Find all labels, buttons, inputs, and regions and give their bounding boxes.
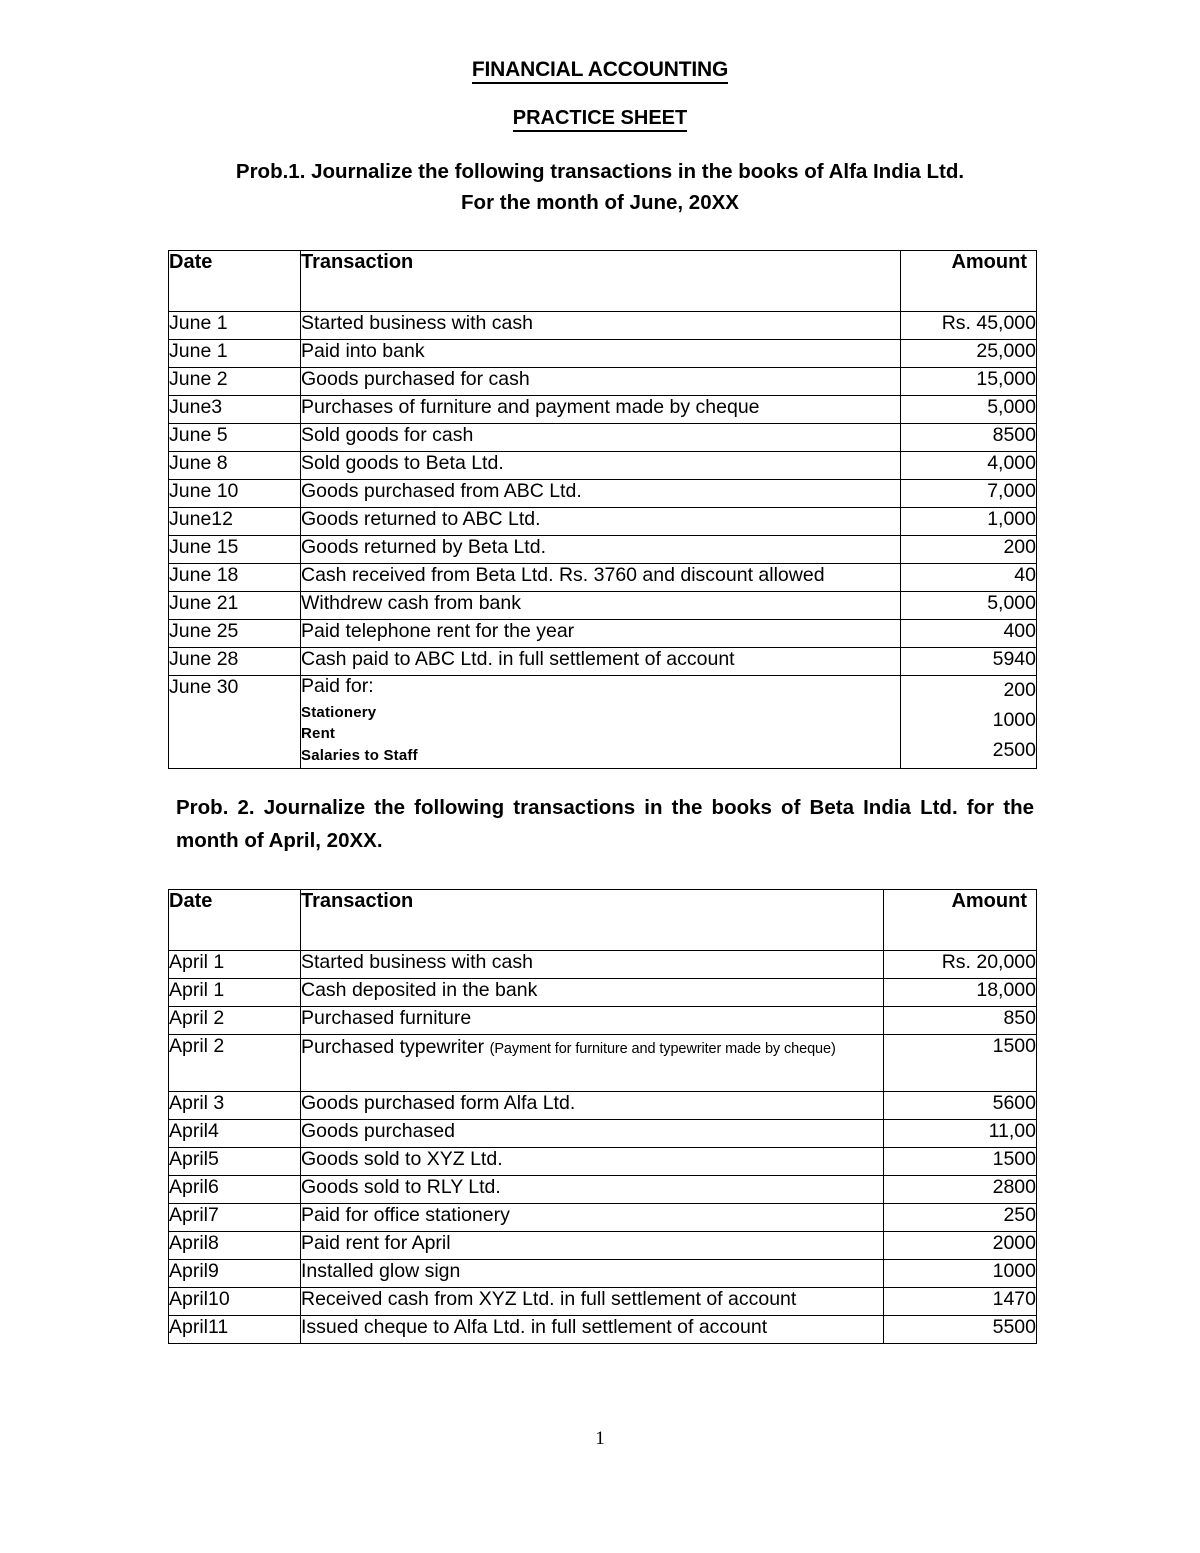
cell-date: April 1 xyxy=(169,978,301,1006)
table-row xyxy=(169,1231,1037,1259)
column-header-transaction: Transaction xyxy=(301,889,884,950)
cell-amount: 5,000 xyxy=(901,592,1037,620)
cell-transaction-paid-for xyxy=(301,676,901,768)
cell-amount: 1500 xyxy=(884,1147,1037,1175)
cell-date: June 25 xyxy=(169,620,301,648)
table-row xyxy=(169,424,1037,452)
paid-for-item-amount: 1000 xyxy=(992,708,1036,731)
cell-amount: 18,000 xyxy=(884,978,1037,1006)
cell-transaction: Cash deposited in the bank xyxy=(301,978,884,1006)
cell-amount: 8500 xyxy=(901,424,1037,452)
cell-amount: 850 xyxy=(884,1006,1037,1034)
cell-amount: 25,000 xyxy=(901,340,1037,368)
cell-transaction: Started business with cash xyxy=(301,950,884,978)
paid-for-item-amount: 200 xyxy=(1003,679,1036,702)
cell-transaction: Issued cheque to Alfa Ltd. in full settlement of account xyxy=(301,1315,884,1343)
cell-amount: Rs. 45,000 xyxy=(901,312,1037,340)
cell-transaction: Paid into bank xyxy=(301,340,901,368)
cell-transaction: Purchases of furniture and payment made by cheque xyxy=(301,396,901,424)
cell-amount: 250 xyxy=(884,1203,1037,1231)
cell-date: June 28 xyxy=(169,648,301,676)
cell-amount: 40 xyxy=(901,564,1037,592)
table-row xyxy=(169,1203,1037,1231)
cell-transaction: Goods returned to ABC Ltd. xyxy=(301,508,901,536)
table-row xyxy=(169,480,1037,508)
cell-transaction: Installed glow sign xyxy=(301,1259,884,1287)
cell-date: April10 xyxy=(169,1287,301,1315)
cell-amount: 1470 xyxy=(884,1287,1037,1315)
cell-transaction: Started business with cash xyxy=(301,312,901,340)
table-row xyxy=(169,368,1037,396)
column-header-amount: Amount xyxy=(901,251,1037,312)
cell-amount: 5,000 xyxy=(901,396,1037,424)
page-number: 1 xyxy=(595,1428,605,1449)
paid-for-item-amount: 2500 xyxy=(992,738,1036,761)
cell-transaction: Purchased typewriter (Payment for furniture and typewriter made by cheque) xyxy=(301,1034,884,1091)
problem-1-table-wrap xyxy=(0,218,1200,768)
table-row xyxy=(169,340,1037,368)
problem-1-heading-line-2: For the month of June, 20XX xyxy=(461,191,739,215)
cell-amount: 200 xyxy=(901,536,1037,564)
cell-amount: 15,000 xyxy=(901,368,1037,396)
cell-transaction: Goods purchased for cash xyxy=(301,368,901,396)
cell-transaction: Paid telephone rent for the year xyxy=(301,620,901,648)
table-row xyxy=(169,452,1037,480)
page-subtitle xyxy=(0,82,1200,130)
column-header-transaction: Transaction xyxy=(301,251,901,312)
cell-transaction: Sold goods for cash xyxy=(301,424,901,452)
table-row xyxy=(169,620,1037,648)
cell-date: April5 xyxy=(169,1147,301,1175)
page-subtitle-text: PRACTICE SHEET xyxy=(513,107,687,132)
table-row xyxy=(169,1259,1037,1287)
cell-amount: 1500 xyxy=(884,1034,1037,1091)
cell-amount: 1000 xyxy=(884,1259,1037,1287)
cell-date: June 30 xyxy=(169,676,301,768)
cell-transaction: Paid for office stationery xyxy=(301,1203,884,1231)
table-row xyxy=(169,1091,1037,1119)
cell-amount: 2800 xyxy=(884,1175,1037,1203)
cell-date: June 15 xyxy=(169,536,301,564)
cell-transaction: Goods purchased from ABC Ltd. xyxy=(301,480,901,508)
table-row xyxy=(169,1147,1037,1175)
paid-for-item-label: Rent xyxy=(301,725,336,743)
cell-date: June 10 xyxy=(169,480,301,508)
cell-transaction-note: (Payment for furniture and typewriter made by cheque) xyxy=(489,1040,836,1057)
column-header-date: Date xyxy=(169,251,301,312)
problem-1-heading-line-1: Prob.1. Journalize the following transactions in the books of Alfa India Ltd. xyxy=(235,160,965,183)
paid-for-title: Paid for: xyxy=(301,675,374,698)
table-row xyxy=(169,1287,1037,1315)
cell-date: April8 xyxy=(169,1231,301,1259)
problem-1-heading xyxy=(0,130,1200,218)
cell-amount: 5940 xyxy=(901,648,1037,676)
table-row-paid-for xyxy=(169,676,1037,768)
column-header-amount: Amount xyxy=(884,889,1037,950)
problem-1-table xyxy=(168,250,1037,768)
cell-date: April11 xyxy=(169,1315,301,1343)
cell-amount: 7,000 xyxy=(901,480,1037,508)
table-row xyxy=(169,592,1037,620)
cell-date: June12 xyxy=(169,508,301,536)
cell-transaction: Goods purchased form Alfa Ltd. xyxy=(301,1091,884,1119)
cell-date: June 2 xyxy=(169,368,301,396)
cell-date: June 1 xyxy=(169,312,301,340)
table-row xyxy=(169,978,1037,1006)
cell-amount: 400 xyxy=(901,620,1037,648)
table-header-row xyxy=(169,251,1037,312)
cell-transaction: Cash received from Beta Ltd. Rs. 3760 and discount allowed xyxy=(301,564,901,592)
table-row xyxy=(169,648,1037,676)
cell-transaction: Paid rent for April xyxy=(301,1231,884,1259)
table-row xyxy=(169,312,1037,340)
cell-date: June3 xyxy=(169,396,301,424)
cell-date: April 2 xyxy=(169,1034,301,1091)
cell-transaction: Received cash from XYZ Ltd. in full settlement of account xyxy=(301,1287,884,1315)
cell-transaction: Goods returned by Beta Ltd. xyxy=(301,536,901,564)
cell-date: June 18 xyxy=(169,564,301,592)
table-row xyxy=(169,564,1037,592)
cell-amount: 5500 xyxy=(884,1315,1037,1343)
cell-date: April 2 xyxy=(169,1006,301,1034)
cell-amount: 2000 xyxy=(884,1231,1037,1259)
cell-date: April9 xyxy=(169,1259,301,1287)
cell-transaction: Goods sold to XYZ Ltd. xyxy=(301,1147,884,1175)
table-row xyxy=(169,1315,1037,1343)
table-row xyxy=(169,1006,1037,1034)
cell-transaction: Cash paid to ABC Ltd. in full settlement of account xyxy=(301,648,901,676)
paid-for-item-label: Salaries to Staff xyxy=(301,747,418,765)
page-title xyxy=(0,0,1200,82)
problem-2-heading: Prob. 2. Journalize the following transactions in the books of Beta India Ltd. for the month of April, 20XX. xyxy=(176,795,1034,852)
column-header-date: Date xyxy=(169,889,301,950)
cell-amount: 11,00 xyxy=(884,1119,1037,1147)
cell-date: June 5 xyxy=(169,424,301,452)
cell-transaction: Withdrew cash from bank xyxy=(301,592,901,620)
cell-transaction: Goods purchased xyxy=(301,1119,884,1147)
problem-2-table-wrap xyxy=(0,857,1200,1344)
cell-date: April7 xyxy=(169,1203,301,1231)
table-row xyxy=(169,1119,1037,1147)
cell-date: April 3 xyxy=(169,1091,301,1119)
table-row xyxy=(169,508,1037,536)
cell-transaction: Purchased furniture xyxy=(301,1006,884,1034)
table-header-row xyxy=(169,889,1037,950)
cell-date: April6 xyxy=(169,1175,301,1203)
cell-amount: 4,000 xyxy=(901,452,1037,480)
table-row xyxy=(169,950,1037,978)
cell-transaction: Sold goods to Beta Ltd. xyxy=(301,452,901,480)
paid-for-item-label: Stationery xyxy=(301,703,377,721)
cell-date: June 8 xyxy=(169,452,301,480)
cell-transaction: Goods sold to RLY Ltd. xyxy=(301,1175,884,1203)
cell-date: April4 xyxy=(169,1119,301,1147)
table-row xyxy=(169,1175,1037,1203)
cell-amount: 1,000 xyxy=(901,508,1037,536)
cell-amount-paid-for xyxy=(901,676,1037,768)
cell-amount: Rs. 20,000 xyxy=(884,950,1037,978)
problem-2-table xyxy=(168,889,1037,1344)
page-title-text: FINANCIAL ACCOUNTING xyxy=(472,58,728,84)
table-row xyxy=(169,536,1037,564)
cell-date: April 1 xyxy=(169,950,301,978)
table-row xyxy=(169,1034,1037,1091)
cell-amount: 5600 xyxy=(884,1091,1037,1119)
cell-date: June 1 xyxy=(169,340,301,368)
cell-date: June 21 xyxy=(169,592,301,620)
table-row xyxy=(169,396,1037,424)
